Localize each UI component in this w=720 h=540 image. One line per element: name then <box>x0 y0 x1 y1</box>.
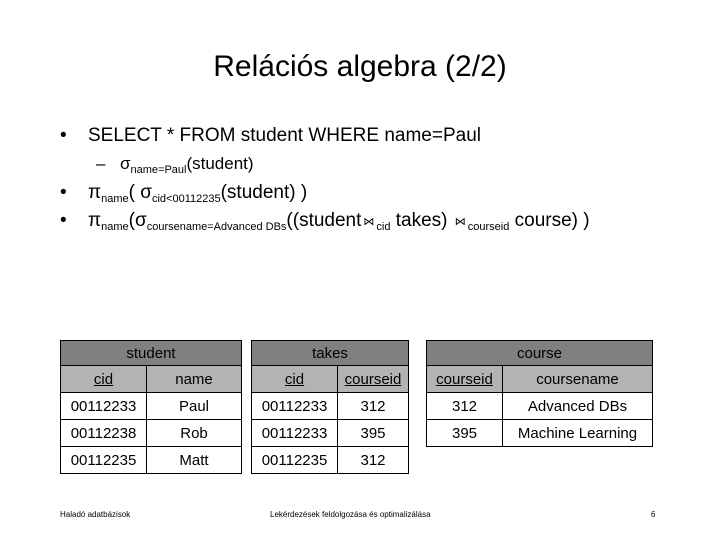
page-number: 6 <box>651 510 656 519</box>
table-cell: Advanced DBs <box>503 393 653 420</box>
table-row <box>252 393 409 420</box>
course-table <box>426 340 653 447</box>
table-cell: 395 <box>338 420 409 447</box>
takes-table <box>251 340 409 474</box>
footer-center: Lekérdezések feldolgozása és optimalizálása <box>270 510 431 519</box>
table-row <box>252 420 409 447</box>
expr-part: course) ) <box>514 210 590 231</box>
column-header: cid <box>61 366 147 393</box>
expr-part: takes) <box>395 210 448 231</box>
slide-title: Relációs algebra (2/2) <box>213 50 507 83</box>
relation-arg: (student) <box>186 154 254 173</box>
join-icon: ⋈ <box>454 216 466 228</box>
table-cell: Rob <box>147 420 242 447</box>
table-cell: 00112238 <box>61 420 147 447</box>
join-icon: ⋈ <box>363 216 375 228</box>
column-header: coursename <box>503 366 653 393</box>
sigma-condition: name=Paul <box>130 164 187 176</box>
table-name: student <box>61 341 242 366</box>
table-cell: 312 <box>338 447 409 474</box>
table-row <box>427 420 653 447</box>
bullet-marker: • <box>60 210 67 231</box>
table-cell: 395 <box>427 420 503 447</box>
column-header: cid <box>252 366 338 393</box>
bullet-projection-selection <box>60 182 307 205</box>
expr-part: ((student <box>286 210 362 231</box>
footer-left: Haladó adatbázisok <box>60 510 131 519</box>
table-cell: 00112233 <box>252 393 338 420</box>
table-name: course <box>427 341 653 366</box>
expr-part: ( σ <box>128 182 152 203</box>
table-name: takes <box>252 341 409 366</box>
sigma-condition: cid<00112235 <box>151 193 221 205</box>
join-attribute: courseid <box>467 221 510 233</box>
join-attribute: cid <box>376 221 391 233</box>
table-cell: Machine Learning <box>503 420 653 447</box>
expr-part: (σ <box>128 210 147 231</box>
pi-symbol: π <box>88 210 102 231</box>
column-header: courseid <box>427 366 503 393</box>
table-cell: 00112233 <box>61 393 147 420</box>
bullet-projection-join <box>60 210 590 233</box>
table-cell: Matt <box>147 447 242 474</box>
table-cell: 00112235 <box>61 447 147 474</box>
table-cell: 00112233 <box>252 420 338 447</box>
table-cell: Paul <box>147 393 242 420</box>
column-header: courseid <box>338 366 409 393</box>
bullet-marker: • <box>60 182 67 203</box>
sigma-symbol: σ <box>120 154 131 173</box>
column-header: name <box>147 366 242 393</box>
table-row <box>61 393 242 420</box>
sub-bullet-selection <box>96 154 254 176</box>
table-cell: 00112235 <box>252 447 338 474</box>
table-row <box>61 420 242 447</box>
bullet-text: SELECT * FROM student WHERE name=Paul <box>88 125 481 146</box>
bullet-sql-query <box>60 125 481 147</box>
pi-attribute: name <box>101 193 129 205</box>
table-row <box>61 447 242 474</box>
pi-symbol: π <box>88 182 102 203</box>
table-row <box>252 447 409 474</box>
table-cell: 312 <box>338 393 409 420</box>
table-cell: 312 <box>427 393 503 420</box>
pi-attribute: name <box>101 221 129 233</box>
sub-bullet-marker: – <box>96 154 106 173</box>
bullet-marker: • <box>60 125 67 146</box>
sigma-condition: coursename=Advanced DBs <box>146 221 287 233</box>
student-table <box>60 340 242 474</box>
relation-arg: (student) ) <box>220 182 308 203</box>
table-row <box>427 393 653 420</box>
